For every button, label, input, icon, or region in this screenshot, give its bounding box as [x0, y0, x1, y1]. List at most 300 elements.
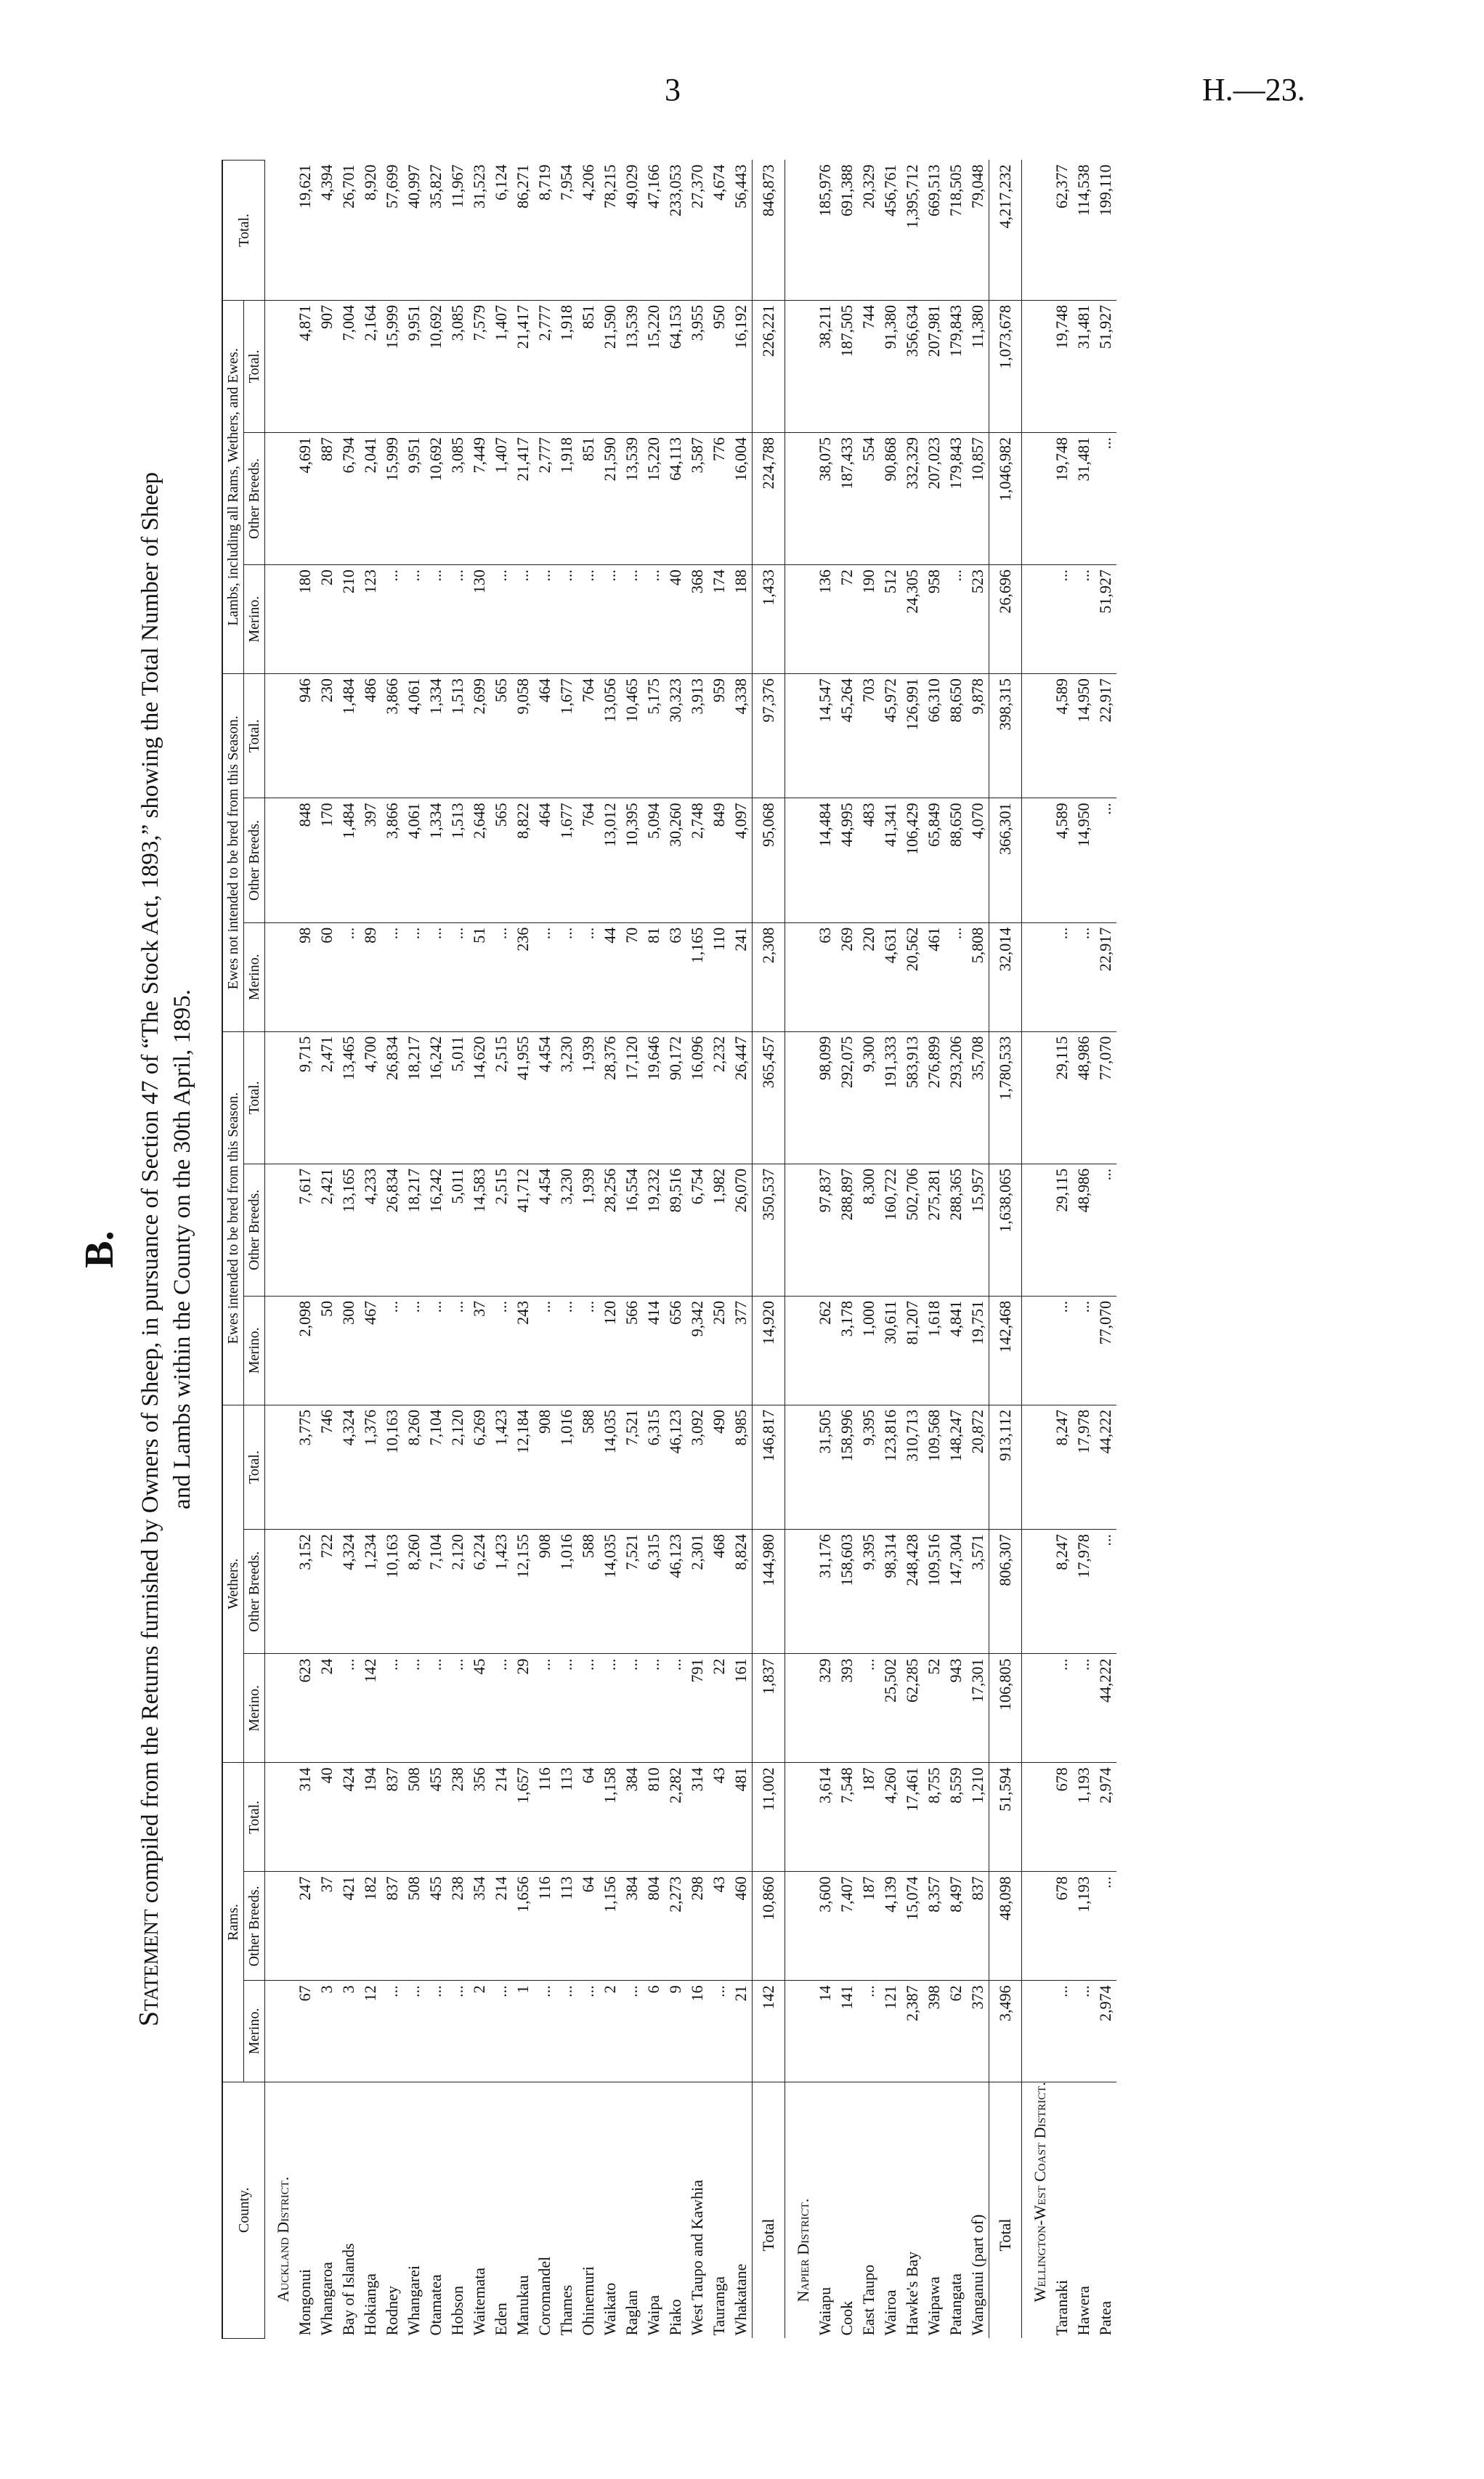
cell-value: 14,950	[1073, 674, 1095, 798]
cell-value: ...	[403, 1654, 425, 1763]
merino-subheader: Merino.	[244, 922, 265, 1031]
cell-value: 179,843	[945, 433, 967, 565]
county-name: West Taupo and Kawhia	[688, 2180, 706, 2336]
cell-value: 2	[469, 1981, 490, 2082]
cell-value: 3,085	[447, 300, 469, 432]
cell-value: 16,242	[425, 1164, 447, 1296]
cell-value: 17,301	[967, 1654, 989, 1763]
cell-value: ...	[599, 1654, 621, 1763]
cell-value: 123,816	[880, 1405, 901, 1529]
district-heading: Auckland District.	[274, 2176, 292, 2302]
empty-cell	[1022, 1872, 1052, 1981]
cell-value: 43	[708, 1872, 730, 1981]
cell-value: 44,222	[1095, 1654, 1116, 1763]
cell-value: 247	[294, 1872, 316, 1981]
cell-value: 10,395	[621, 798, 643, 922]
cell-value: 179,843	[945, 300, 967, 432]
empty-cell	[1022, 1296, 1052, 1405]
cell-value: 12,155	[512, 1530, 534, 1654]
county-name: Waipa	[644, 2295, 662, 2336]
cell-value: 1,513	[447, 798, 469, 922]
table-row	[967, 161, 989, 2339]
cell-value: 3,600	[814, 1872, 836, 1981]
cell-value: 2,515	[490, 1164, 512, 1296]
cell-value: 199,110	[1095, 161, 1116, 301]
cell-value: 19,748	[1051, 300, 1073, 432]
cell-value: 26,834	[381, 1031, 403, 1164]
cell-value: 9,715	[294, 1031, 316, 1164]
cell-value: 356	[469, 1763, 490, 1872]
table-row	[534, 161, 556, 2339]
cell-value: 248,428	[901, 1530, 923, 1654]
cell-value: 98,314	[880, 1530, 901, 1654]
cell-value: 566	[621, 1296, 643, 1405]
cell-value: 958	[923, 565, 945, 674]
table-head	[222, 161, 265, 2339]
cell-value: 4,061	[403, 674, 425, 798]
table-row	[338, 161, 360, 2339]
cell-value: 1,918	[556, 300, 577, 432]
cell-value: ...	[534, 565, 556, 674]
cell-value: 27,370	[686, 161, 708, 301]
cell-value: 849	[708, 798, 730, 922]
cell-value: ...	[490, 1981, 512, 2082]
cell-value: 144,980	[753, 1530, 785, 1654]
cell-value: 31,481	[1073, 433, 1095, 565]
cell-value: 17,978	[1073, 1405, 1095, 1529]
cell-value: 8,920	[360, 161, 381, 301]
title-line-2: and Lambs within the County on the 30th April, 1895.	[169, 989, 195, 1509]
cell-value: 21,417	[512, 433, 534, 565]
county-name: Coromandel	[535, 2256, 554, 2336]
cell-value: 3,571	[967, 1530, 989, 1654]
cell-value: 2,777	[534, 433, 556, 565]
cell-value: 332,329	[901, 433, 923, 565]
cell-value: 1	[512, 1981, 534, 2082]
cell-value: 455	[425, 1872, 447, 1981]
cell-value: 109,568	[923, 1405, 945, 1529]
empty-cell	[785, 798, 815, 922]
merino-subheader: Merino.	[244, 1296, 265, 1405]
cell-value: 508	[403, 1872, 425, 1981]
empty-cell	[1022, 674, 1052, 798]
empty-cell	[265, 565, 295, 674]
cell-value: 810	[643, 1763, 665, 1872]
empty-cell	[785, 161, 815, 301]
cell-value: 29,115	[1051, 1031, 1073, 1164]
cell-value: 207,023	[923, 433, 945, 565]
cell-value: 26,447	[730, 1031, 753, 1164]
cell-value: 67	[294, 1981, 316, 2082]
cell-value: 3,152	[294, 1530, 316, 1654]
cell-value: 15,074	[901, 1872, 923, 1981]
cell-value: 2,515	[490, 1031, 512, 1164]
empty-cell	[265, 433, 295, 565]
cell-value: 703	[858, 674, 880, 798]
cell-value: 4,454	[534, 1164, 556, 1296]
cell-value: 804	[643, 1872, 665, 1981]
cell-value: 40	[316, 1763, 338, 1872]
table-row	[490, 161, 512, 2339]
cell-value: 1,000	[858, 1296, 880, 1405]
cell-value: 51,594	[989, 1763, 1022, 1872]
merino-subheader: Merino.	[244, 1981, 265, 2082]
cell-value: 236	[512, 922, 534, 1031]
cell-value: 26,696	[989, 565, 1022, 674]
cell-value: 776	[708, 433, 730, 565]
table-row	[294, 161, 316, 2339]
cell-value: 1,656	[512, 1872, 534, 1981]
cell-value: 37	[469, 1296, 490, 1405]
cell-value: ...	[447, 1981, 469, 2082]
cell-value: 243	[512, 1296, 534, 1405]
county-name: Bay of Islands	[339, 2243, 357, 2336]
cell-value: 185,976	[814, 161, 836, 301]
cell-value: 97,837	[814, 1164, 836, 1296]
cell-value: 230	[316, 674, 338, 798]
cell-value: 190	[858, 565, 880, 674]
cell-value: 8,755	[923, 1763, 945, 1872]
cell-value: 123	[360, 565, 381, 674]
empty-cell	[265, 674, 295, 798]
cell-value: 77,070	[1095, 1031, 1116, 1164]
statement-title	[133, 160, 198, 2339]
cell-value: 8,357	[923, 1872, 945, 1981]
cell-value: 31,176	[814, 1530, 836, 1654]
cell-value: 806,307	[989, 1530, 1022, 1654]
cell-value: 1,939	[577, 1031, 599, 1164]
page-number: 3	[665, 72, 681, 107]
cell-value: 35,827	[425, 161, 447, 301]
cell-value: 26,701	[338, 161, 360, 301]
cell-value: 14	[814, 1981, 836, 2082]
cell-value: 1,156	[599, 1872, 621, 1981]
cell-value: ...	[1095, 798, 1116, 922]
cell-value: 588	[577, 1405, 599, 1529]
rams-header: Rams.	[222, 1763, 244, 2082]
cell-value: 11,002	[753, 1763, 785, 1872]
cell-value: 20,872	[967, 1405, 989, 1529]
cell-value: 113	[556, 1763, 577, 1872]
empty-cell	[265, 1530, 295, 1654]
cell-value: 2,777	[534, 300, 556, 432]
county-name: Wanganui (part of)	[968, 2214, 986, 2336]
cell-value: 57,699	[381, 161, 403, 301]
cell-value: 5,808	[967, 922, 989, 1031]
cell-value: 298	[686, 1872, 708, 1981]
cell-value: 4,097	[730, 798, 753, 922]
cell-value: ...	[1073, 1296, 1095, 1405]
cell-value: 10,692	[425, 300, 447, 432]
cell-value: 81	[643, 922, 665, 1031]
cell-value: 77,070	[1095, 1296, 1116, 1405]
cell-value: ...	[945, 922, 967, 1031]
cell-value: 3,092	[686, 1405, 708, 1529]
cell-value: 17,461	[901, 1763, 923, 1872]
cell-value: ...	[599, 565, 621, 674]
county-name: Piako	[666, 2299, 684, 2336]
cell-value: 6,269	[469, 1405, 490, 1529]
cell-value: 26,070	[730, 1164, 753, 1296]
empty-cell	[1022, 161, 1052, 301]
cell-value: ...	[447, 1654, 469, 1763]
cell-value: ...	[425, 1981, 447, 2082]
cell-value: 7,004	[338, 300, 360, 432]
cell-value: 41,341	[880, 798, 901, 922]
table-row	[599, 161, 621, 2339]
cell-value: ...	[858, 1654, 880, 1763]
cell-value: 136	[814, 565, 836, 674]
cell-value: 14,484	[814, 798, 836, 922]
cell-value: 588	[577, 1530, 599, 1654]
cell-value: 66,310	[923, 674, 945, 798]
district-total-row	[753, 161, 785, 2339]
cell-value: 22,917	[1095, 674, 1116, 798]
cell-value: 464	[534, 798, 556, 922]
cell-value: 174	[708, 565, 730, 674]
empty-cell	[785, 565, 815, 674]
cell-value: ...	[858, 1981, 880, 2082]
table-row	[686, 161, 708, 2339]
cell-value: 508	[403, 1763, 425, 1872]
cell-value: 377	[730, 1296, 753, 1405]
table-row	[836, 161, 858, 2339]
cell-value: 12,184	[512, 1405, 534, 1529]
cell-value: 31,523	[469, 161, 490, 301]
other-subheader: Other Breeds.	[244, 1872, 265, 1981]
cell-value: ...	[577, 1296, 599, 1405]
cell-value: 523	[967, 565, 989, 674]
cell-value: 13,539	[621, 300, 643, 432]
cell-value: 397	[360, 798, 381, 922]
empty-cell	[1022, 1763, 1052, 1872]
cell-value: 1,618	[923, 1296, 945, 1405]
cell-value: 62,377	[1051, 161, 1073, 301]
total-subheader: Total.	[244, 1763, 265, 1872]
empty-cell	[1022, 1164, 1052, 1296]
cell-value: 4,206	[577, 161, 599, 301]
cell-value: 4,841	[945, 1296, 967, 1405]
cell-value: 3	[316, 1981, 338, 2082]
cell-value: 3,230	[556, 1164, 577, 1296]
cell-value: ...	[490, 922, 512, 1031]
cell-value: 16,192	[730, 300, 753, 432]
cell-value: 187,433	[836, 433, 858, 565]
cell-value: 384	[621, 1763, 643, 1872]
empty-cell	[785, 1530, 815, 1654]
cell-value: 4,700	[360, 1031, 381, 1164]
cell-value: ...	[1073, 1981, 1095, 2082]
cell-value: 46,123	[665, 1405, 686, 1529]
cell-value: 1,513	[447, 674, 469, 798]
cell-value: 12	[360, 1981, 381, 2082]
empty-cell	[1022, 1405, 1052, 1529]
cell-value: ...	[1073, 922, 1095, 1031]
table-row	[1095, 161, 1116, 2339]
cell-value: 49,029	[621, 161, 643, 301]
cell-value: 10,163	[381, 1530, 403, 1654]
county-name: Rodney	[383, 2286, 401, 2336]
cell-value: 3,496	[989, 1981, 1022, 2082]
cell-value: 10,465	[621, 674, 643, 798]
cell-value: 4,394	[316, 161, 338, 301]
cell-value: 5,094	[643, 798, 665, 922]
cell-value: 16,554	[621, 1164, 643, 1296]
table-row	[730, 161, 753, 2339]
title-line-1: compiled from the Returns furnished by Owners of Sheep, in pursuance of Section 47 of “The Stock Act, 1893,” showing the Total Number of Sheep	[137, 472, 163, 1904]
cell-value: 2,232	[708, 1031, 730, 1164]
cell-value: 1,165	[686, 922, 708, 1031]
wethers-header: Wethers.	[222, 1405, 244, 1763]
cell-value: 20,329	[858, 161, 880, 301]
cell-value: 6,754	[686, 1164, 708, 1296]
cell-value: ...	[1051, 1981, 1073, 2082]
cell-value: 15,999	[381, 433, 403, 565]
cell-value: 8,260	[403, 1405, 425, 1529]
cell-value: 3,913	[686, 674, 708, 798]
cell-value: ...	[643, 1654, 665, 1763]
cell-value: 6,315	[643, 1530, 665, 1654]
cell-value: 7,521	[621, 1530, 643, 1654]
table-row	[708, 161, 730, 2339]
cell-value: 7,104	[425, 1530, 447, 1654]
cell-value: 50	[316, 1296, 338, 1405]
cell-value: ...	[945, 565, 967, 674]
cell-value: 554	[858, 433, 880, 565]
cell-value: 141	[836, 1981, 858, 2082]
cell-value: 7,954	[556, 161, 577, 301]
cell-value: 946	[294, 674, 316, 798]
cell-value: ...	[556, 1296, 577, 1405]
cell-value: 28,376	[599, 1031, 621, 1164]
county-name: Total	[989, 2082, 1022, 2338]
cell-value: 1,016	[556, 1405, 577, 1529]
table-row	[1051, 161, 1073, 2339]
cell-value: 4,691	[294, 433, 316, 565]
county-name: Hawke's Bay	[903, 2251, 921, 2336]
cell-value: 10,692	[425, 433, 447, 565]
cell-value: 2,308	[753, 922, 785, 1031]
cell-value: 21	[730, 1981, 753, 2082]
cell-value: ...	[381, 1654, 403, 1763]
cell-value: 851	[577, 300, 599, 432]
county-name: Manukau	[514, 2275, 532, 2336]
cell-value: 9,951	[403, 300, 425, 432]
cell-value: 1,193	[1073, 1872, 1095, 1981]
cell-value: ...	[577, 1654, 599, 1763]
cell-value: 224,788	[753, 433, 785, 565]
cell-value: 29	[512, 1654, 534, 1763]
cell-value: ...	[1051, 1654, 1073, 1763]
cell-value: ...	[534, 1654, 556, 1763]
cell-value: ...	[556, 1654, 577, 1763]
district-heading-row	[1022, 161, 1052, 2339]
cell-value: 678	[1051, 1763, 1073, 1872]
county-name: Wairoa	[881, 2289, 899, 2336]
empty-cell	[785, 1654, 815, 1763]
cell-value: ...	[403, 565, 425, 674]
cell-value: 40	[665, 565, 686, 674]
cell-value: 583,913	[901, 1031, 923, 1164]
cell-value: 837	[967, 1872, 989, 1981]
cell-value: 1,407	[490, 433, 512, 565]
empty-cell	[265, 1164, 295, 1296]
cell-value: 1,918	[556, 433, 577, 565]
cell-value: 38,075	[814, 433, 836, 565]
cell-value: 461	[923, 922, 945, 1031]
empty-cell	[1022, 300, 1052, 432]
empty-cell	[785, 1031, 815, 1164]
cell-value: 182	[360, 1872, 381, 1981]
cell-value: 1,334	[425, 674, 447, 798]
cell-value: ...	[621, 1654, 643, 1763]
cell-value: 37	[316, 1872, 338, 1981]
county-name: Total	[753, 2082, 785, 2338]
cell-value: 5,011	[447, 1164, 469, 1296]
cell-value: 4,139	[880, 1872, 901, 1981]
cell-value: 368	[686, 565, 708, 674]
cell-value: 1,193	[1073, 1763, 1095, 1872]
empty-cell	[1022, 922, 1052, 1031]
county-name: Waiapu	[816, 2287, 834, 2336]
cell-value: 32,014	[989, 922, 1022, 1031]
county-name: Mongonui	[296, 2268, 314, 2336]
cell-value: 188	[730, 565, 753, 674]
cell-value: 14,035	[599, 1405, 621, 1529]
cell-value: 14,583	[469, 1164, 490, 1296]
cell-value: ...	[1051, 922, 1073, 1031]
cell-value: 62	[945, 1981, 967, 2082]
cell-value: 288,365	[945, 1164, 967, 1296]
cell-value: 455	[425, 1763, 447, 1872]
cell-value: 486	[360, 674, 381, 798]
cell-value: 623	[294, 1654, 316, 1763]
cell-value: 2,041	[360, 433, 381, 565]
cell-value: 1,046,982	[989, 433, 1022, 565]
cell-value: 45,264	[836, 674, 858, 798]
cell-value: 365,457	[753, 1031, 785, 1164]
cell-value: ...	[403, 1296, 425, 1405]
cell-value: 269	[836, 922, 858, 1031]
cell-value: ...	[621, 1981, 643, 2082]
cell-value: 1,334	[425, 798, 447, 922]
empty-cell	[265, 1872, 295, 1981]
table-row	[360, 161, 381, 2339]
table-row	[643, 161, 665, 2339]
cell-value: 207,981	[923, 300, 945, 432]
cell-value: 4,061	[403, 798, 425, 922]
empty-cell	[265, 1981, 295, 2082]
cell-value: 19,621	[294, 161, 316, 301]
county-name: Thames	[557, 2284, 575, 2336]
cell-value: 907	[316, 300, 338, 432]
cell-value: 41,712	[512, 1164, 534, 1296]
table-row	[880, 161, 901, 2339]
cell-value: 56,443	[730, 161, 753, 301]
cell-value: 158,603	[836, 1530, 858, 1654]
cell-value: 7,521	[621, 1405, 643, 1529]
cell-value: ...	[643, 565, 665, 674]
cell-value: 19,646	[643, 1031, 665, 1164]
cell-value: 14,620	[469, 1031, 490, 1164]
cell-value: 2,699	[469, 674, 490, 798]
cell-value: 142	[753, 1981, 785, 2082]
total-subheader: Total.	[244, 1405, 265, 1529]
cell-value: 2,301	[686, 1530, 708, 1654]
table-row	[316, 161, 338, 2339]
cell-value: 9,300	[858, 1031, 880, 1164]
cell-value: 6	[643, 1981, 665, 2082]
